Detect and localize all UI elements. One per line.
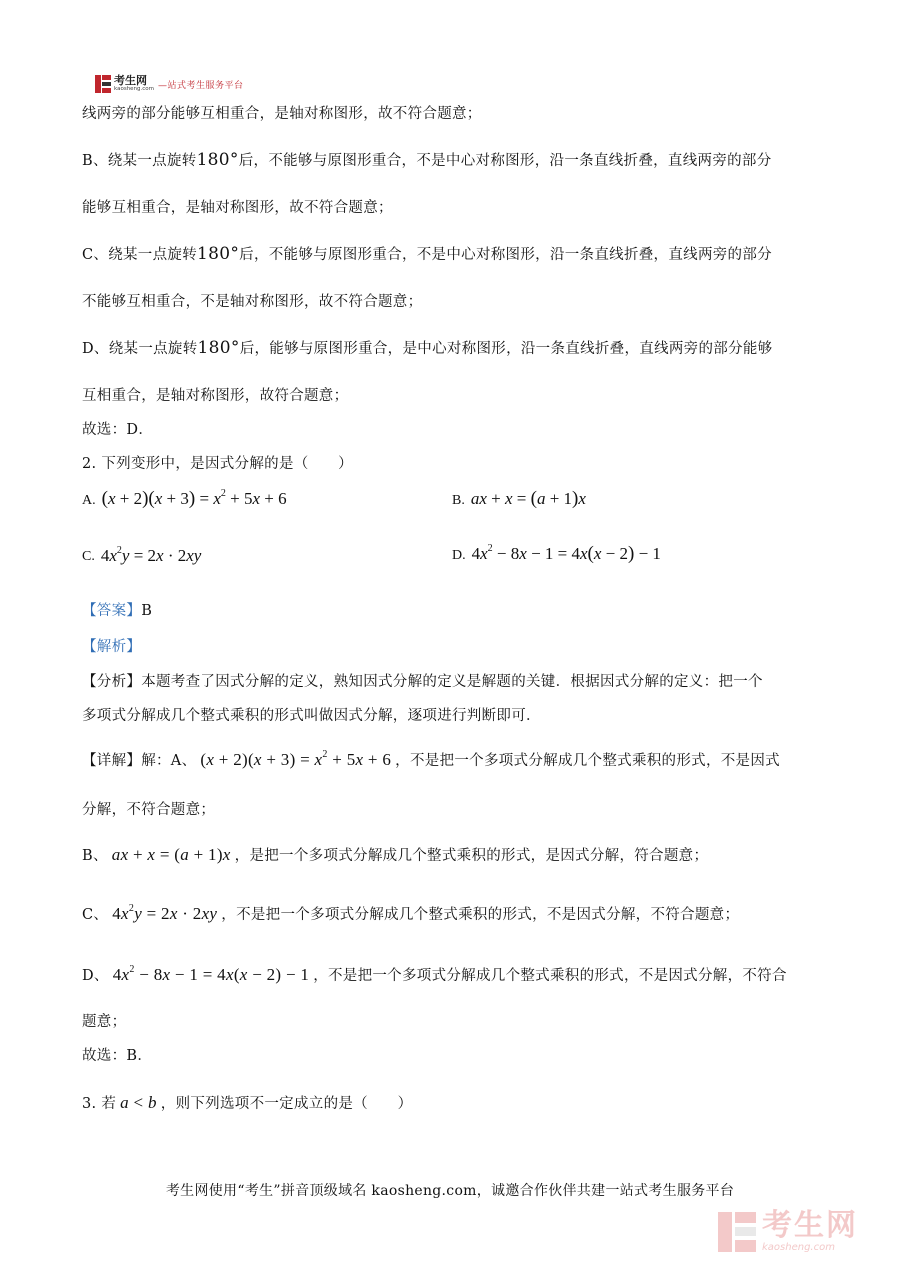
q2-option-a: [82, 488, 287, 510]
kaosheng-watermark-icon: [718, 1212, 756, 1252]
q2-answer-line: [82, 601, 152, 621]
footer-watermark: [718, 1210, 868, 1254]
detail-c-rest: ，不是把一个多项式分解成几个整式乘积的形式，不是因式分解，不符合题意；: [221, 907, 740, 923]
q2-option-b-formula: ax + x = (a + 1)x: [470, 488, 586, 509]
q1-d-degree: 180°: [197, 338, 240, 358]
q1-d-prefix: D、绕某一点旋转: [82, 341, 198, 357]
fenxi-line1: [82, 672, 763, 692]
q1-b-degree: 180°: [196, 150, 239, 170]
detail-a-line: [82, 750, 780, 771]
q2-option-d: [452, 543, 661, 565]
footer-text: 考生网使用“考生”拼音顶级域名 kaosheng.com，诚邀合作伙伴共建一站式考生服务平台: [165, 1183, 735, 1199]
answer-tag: 【答案】: [82, 603, 142, 619]
q1-answer: 故选：D．: [82, 422, 154, 438]
q2-final-answer: 故选：B．: [82, 1048, 153, 1064]
detail-a-prefix: 解：A、: [141, 753, 197, 769]
q2-option-d-formula: $4x^2 - 8x - 1 = 4x(x - 2) - 1$: [471, 543, 661, 564]
fenxi-text1: 本题考查了因式分解的定义，熟知因式分解的定义是解题的关键．根据因式分解的定义：把一个: [141, 674, 763, 690]
q2-option-a-formula: $(x + 2)(x + 3) = x^2 + 5x + 6$: [101, 488, 287, 509]
detail-d-rest: ，不是把一个多项式分解成几个整式乘积的形式，不是因式分解，不符合: [313, 968, 787, 984]
fenxi-tag: 【分析】: [82, 674, 142, 690]
detail-d-prefix: D、: [82, 968, 109, 984]
header-logo: [95, 73, 244, 95]
detail-a-formula: $(x + 2)(x + 3) = x^2 + 5x + 6$: [200, 749, 392, 769]
q1-text-line: 线两旁的部分能够互相重合，是轴对称图形，故不符合题意；: [82, 106, 482, 122]
q1-b-prefix: B、绕某一点旋转: [82, 153, 197, 169]
analysis-tag: 【解析】: [82, 639, 142, 655]
q2-option-b: [452, 488, 586, 510]
q2-stem: 2. 下列变形中，是因式分解的是（ ）: [82, 456, 353, 472]
detail-a-rest: ，不是把一个多项式分解成几个整式乘积的形式，不是因式: [395, 753, 780, 769]
q1-d-rest: 后，能够与原图形重合，是中心对称图形，沿一条直线折叠，直线两旁的部分能够: [239, 341, 773, 357]
answer-value: B: [141, 603, 153, 619]
q1-option-c-line: [82, 244, 772, 265]
detail-a-line2: 分解，不符合题意；: [82, 802, 216, 818]
detail-b-formula: ax + x = (a + 1)x: [111, 845, 231, 864]
q2-option-d-letter: D.: [452, 548, 466, 563]
q1-option-d-line: [82, 338, 772, 359]
detail-b-prefix: B、: [82, 848, 108, 864]
q1-c-degree: 180°: [197, 244, 240, 264]
q3-stem-prefix: 3. 若: [82, 1096, 117, 1112]
detail-d-line: [82, 965, 787, 986]
q3-stem: [82, 1093, 412, 1114]
q1-option-b-line: [82, 150, 772, 171]
q1-c-prefix: C、绕某一点旋转: [82, 247, 197, 263]
q2-option-c-formula: $4x^2y = 2x \cdot 2xy$: [100, 545, 202, 565]
detail-tag: 【详解】: [82, 753, 142, 769]
detail-d-formula: $4x^2 - 8x - 1 = 4x(x - 2) - 1$: [112, 964, 310, 984]
detail-d-line2: 题意；: [82, 1014, 127, 1030]
q1-option-b-line2: 能够互相重合，是轴对称图形，故不符合题意；: [82, 200, 393, 216]
q2-option-a-letter: A.: [82, 493, 96, 508]
q2-option-c: [82, 546, 201, 566]
watermark-domain: kaosheng.com: [762, 1242, 835, 1253]
kaosheng-logo-icon: [95, 75, 111, 93]
q3-condition-formula: a < b: [120, 1093, 157, 1112]
detail-b-line: [82, 845, 708, 866]
detail-c-line: [82, 904, 739, 925]
header-brand-name: 考生网: [114, 74, 147, 88]
watermark-name: 考生网: [762, 1208, 858, 1243]
q3-stem-rest: ，则下列选项不一定成立的是（ ）: [160, 1096, 413, 1112]
q1-c-rest: 后，不能够与原图形重合，不是中心对称图形，沿一条直线折叠，直线两旁的部分: [239, 247, 772, 263]
detail-b-rest: ，是把一个多项式分解成几个整式乘积的形式，是因式分解，符合题意；: [234, 848, 709, 864]
q1-option-d-line2: 互相重合，是轴对称图形，故符合题意；: [82, 388, 349, 404]
fenxi-line2: 多项式分解成几个整式乘积的形式叫做因式分解，逐项进行判断即可．: [82, 708, 541, 724]
detail-c-prefix: C、: [82, 907, 109, 923]
q1-b-rest: 后，不能够与原图形重合，不是中心对称图形，沿一条直线折叠，直线两旁的部分: [238, 153, 772, 169]
q1-option-c-line2: 不能够互相重合，不是轴对称图形，故不符合题意；: [82, 294, 423, 310]
detail-c-formula: $4x^2y = 2x \cdot 2xy$: [112, 903, 218, 923]
q2-option-b-letter: B.: [452, 493, 465, 508]
header-brand-domain: kaosheng.com: [114, 86, 155, 93]
q2-option-c-letter: C.: [82, 549, 95, 564]
header-slogan: —站式考生服务平台: [158, 80, 244, 91]
